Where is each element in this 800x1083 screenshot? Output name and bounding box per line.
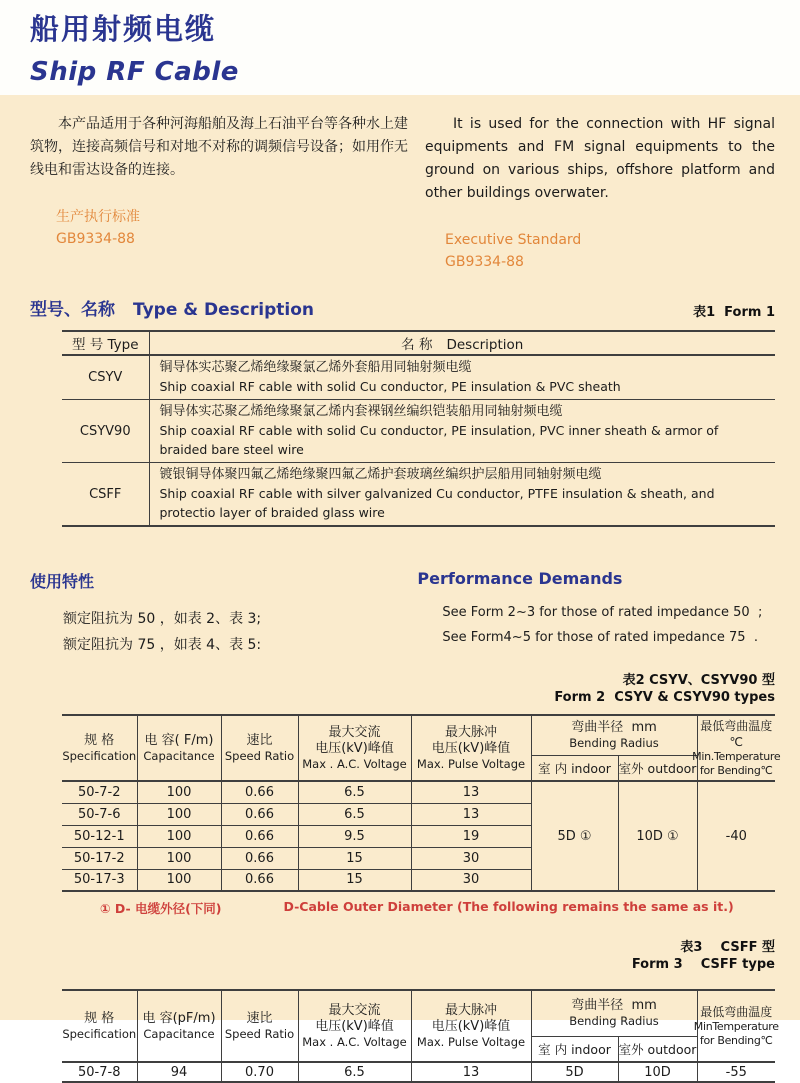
form1-caption: 表1 Form 1 <box>693 305 775 320</box>
table-row <box>62 400 775 463</box>
min-temperature-value: -55 <box>697 1062 775 1082</box>
speed-ratio-value: 0.66 <box>221 869 298 891</box>
spec-value: 50-7-6 <box>62 803 137 825</box>
col-max-ac-voltage: 最大交流 电压(kV)峰值 Max . A.C. Voltage <box>298 990 411 1062</box>
col-group-bending-radius: 弯曲半径 mm Bending Radius <box>531 715 697 755</box>
type-section-header-row <box>30 295 775 320</box>
pulse-voltage-value: 30 <box>411 847 531 869</box>
type-heading-cn: 型号、名称 <box>30 300 115 320</box>
pulse-voltage-value: 13 <box>411 803 531 825</box>
description-en: Ship coaxial RF cable with solid Cu conductor, PE insulation, PVC inner sheath & armor of braided bare steel wire <box>159 423 719 457</box>
col-min-bending-temperature: 最低弯曲温度 MinTemperature for Bending℃ <box>697 990 775 1062</box>
col-outdoor: 室外 outdoor <box>618 755 697 781</box>
description-cn: 镀银铜导体聚四氟乙烯绝缘聚四氟乙烯护套玻璃丝编织护层船用同轴射频电缆 <box>159 467 602 482</box>
masthead <box>0 0 800 95</box>
form1-table <box>62 330 775 527</box>
pulse-voltage-value: 19 <box>411 825 531 847</box>
type-section-heading <box>30 295 314 320</box>
ac-voltage-value: 6.5 <box>298 803 411 825</box>
speed-ratio-value: 0.66 <box>221 781 298 803</box>
col-capacitance: 电 容( F/m) Capacitance <box>137 715 221 781</box>
impedance-75-line-en: See Form4~5 for those of rated impedance 75 . <box>442 630 758 645</box>
pulse-voltage-value: 30 <box>411 869 531 891</box>
cable-type: CSYV90 <box>62 400 149 463</box>
form2-caption-cn: 表2 CSYV、CSYV90 型 <box>622 673 775 688</box>
page-title-en: Ship RF Cable <box>30 57 239 87</box>
spec-value: 50-7-2 <box>62 781 137 803</box>
col-speed-ratio: 速比 Speed Ratio <box>221 990 298 1062</box>
table-row <box>62 781 775 803</box>
impedance-50-line-en: See Form 2~3 for those of rated impedance 50 ; <box>442 605 763 620</box>
form1-col-desc-en: Description <box>446 337 524 353</box>
type-heading-en: Type & Description <box>133 300 314 320</box>
intro-paragraph-cn: 本产品适用于各种河海船舶及海上石油平台等各种水上建筑物，连接高频信号和对地不对称的调频信号设备；如用作无线电和雷达设备的连接。 <box>30 116 408 178</box>
spec-value: 50-7-8 <box>62 1062 137 1082</box>
indoor-radius-value: 5D ① <box>531 781 618 891</box>
spec-value: 50-12-1 <box>62 825 137 847</box>
capacitance-value: 100 <box>137 825 221 847</box>
page-title-cn: 船用射频电缆 <box>30 12 217 46</box>
cable-description <box>149 355 775 400</box>
performance-heading-en: Performance Demands <box>417 569 623 588</box>
capacitance-value: 100 <box>137 781 221 803</box>
capacitance-value: 94 <box>137 1062 221 1082</box>
intro-paragraph-en: It is used for the connection with HF signal equipments and FM signal equipments to the ground on various ships, offshore platform and other buildings overwater. <box>425 116 775 201</box>
performance-lines-cn <box>63 606 417 658</box>
performance-section <box>30 569 775 658</box>
col-capacitance: 电 容(pF/m) Capacitance <box>137 990 221 1062</box>
form3-table <box>62 989 779 1083</box>
ac-voltage-value: 6.5 <box>298 781 411 803</box>
ac-voltage-value: 9.5 <box>298 825 411 847</box>
diameter-footnote <box>100 899 800 917</box>
speed-ratio-value: 0.70 <box>221 1062 298 1082</box>
ac-voltage-value: 6.5 <box>298 1062 411 1082</box>
col-min-bending-temperature: 最低弯曲温度 ℃ Min.Temperature for Bending℃ <box>697 715 775 781</box>
form3-caption <box>0 939 775 973</box>
standard-label-cn: 生产执行标准 <box>56 209 140 225</box>
standard-value-en: GB9334-88 <box>445 254 524 270</box>
performance-column-en <box>417 569 775 658</box>
description-cn: 铜导体实芯聚乙烯绝缘聚氯乙烯内套裸钢丝编织铠装船用同轴射频电缆 <box>159 404 563 419</box>
capacitance-value: 100 <box>137 847 221 869</box>
content-area <box>0 95 800 1080</box>
speed-ratio-value: 0.66 <box>221 847 298 869</box>
form1-header-row <box>62 331 775 355</box>
pulse-voltage-value: 13 <box>411 781 531 803</box>
capacitance-value: 100 <box>137 803 221 825</box>
standard-label-en: Executive Standard <box>445 232 582 248</box>
intro-section <box>0 113 800 273</box>
cable-description <box>149 400 775 463</box>
capacitance-value: 100 <box>137 869 221 891</box>
form1-col-description <box>149 331 775 355</box>
table-row <box>62 1062 775 1082</box>
table-row <box>62 355 775 400</box>
col-specification: 规 格 Specification <box>62 990 137 1062</box>
executive-standard-en <box>445 229 775 273</box>
form1-col-desc-cn: 名 称 <box>401 337 433 353</box>
cable-description <box>149 463 775 527</box>
form2-table <box>62 714 781 892</box>
intro-column-cn <box>30 113 408 273</box>
form3-caption-en: Form 3 CSFF type <box>631 957 775 972</box>
cable-type: CSFF <box>62 463 149 527</box>
col-group-bending-radius: 弯曲半径 mm Bending Radius <box>531 990 697 1036</box>
ac-voltage-value: 15 <box>298 847 411 869</box>
table-row <box>62 463 775 527</box>
speed-ratio-value: 0.66 <box>221 803 298 825</box>
impedance-75-line-cn: 额定阻抗为 75 ，如表 4、表 5: <box>63 637 262 653</box>
indoor-radius-value: 5D <box>531 1062 618 1082</box>
intro-column-en <box>425 113 775 273</box>
performance-column-cn <box>30 569 417 658</box>
col-specification: 规 格 Specification <box>62 715 137 781</box>
form2-caption <box>0 672 775 706</box>
form2-caption-en: Form 2 CSYV & CSYV90 types <box>554 690 775 705</box>
standard-value-cn: GB9334-88 <box>56 231 135 247</box>
description-en: Ship coaxial RF cable with silver galvanized Cu conductor, PTFE insulation & sheath, and protectio layer of braided glass wire <box>159 486 715 520</box>
spec-value: 50-17-2 <box>62 847 137 869</box>
col-max-pulse-voltage: 最大脉冲 电压(kV)峰值 Max. Pulse Voltage <box>411 990 531 1062</box>
form3-caption-cn: 表3 CSFF 型 <box>680 940 775 955</box>
impedance-50-line-cn: 额定阻抗为 50 ，如表 2、表 3; <box>63 611 262 627</box>
footnote-cn: ① D- 电缆外径(下同) <box>100 901 222 916</box>
description-cn: 铜导体实芯聚乙烯绝缘聚氯乙烯外套船用同轴射频电缆 <box>159 360 472 375</box>
form1-col-type: 型 号 Type <box>62 331 149 355</box>
performance-heading-cn: 使用特性 <box>30 572 95 591</box>
col-max-ac-voltage: 最大交流 电压(kV)峰值 Max . A.C. Voltage <box>298 715 411 781</box>
col-speed-ratio: 速比 Speed Ratio <box>221 715 298 781</box>
col-outdoor: 室外 outdoor <box>618 1036 697 1062</box>
description-en: Ship coaxial RF cable with solid Cu conductor, PE insulation & PVC sheath <box>159 379 621 394</box>
speed-ratio-value: 0.66 <box>221 825 298 847</box>
col-max-pulse-voltage: 最大脉冲 电压(kV)峰值 Max. Pulse Voltage <box>411 715 531 781</box>
executive-standard-cn <box>56 206 408 250</box>
outdoor-radius-value: 10D <box>618 1062 697 1082</box>
col-indoor: 室 内 indoor <box>531 1036 618 1062</box>
pulse-voltage-value: 13 <box>411 1062 531 1082</box>
min-temperature-value: -40 <box>697 781 775 891</box>
form3-header-row-1 <box>62 990 775 1036</box>
col-indoor: 室 内 indoor <box>531 755 618 781</box>
form2-header-row-1 <box>62 715 775 755</box>
performance-lines-en <box>442 600 775 650</box>
outdoor-radius-value: 10D ① <box>618 781 697 891</box>
footnote-en: D-Cable Outer Diameter (The following remains the same as it.) <box>283 899 734 914</box>
spec-value: 50-17-3 <box>62 869 137 891</box>
cable-type: CSYV <box>62 355 149 400</box>
ac-voltage-value: 15 <box>298 869 411 891</box>
